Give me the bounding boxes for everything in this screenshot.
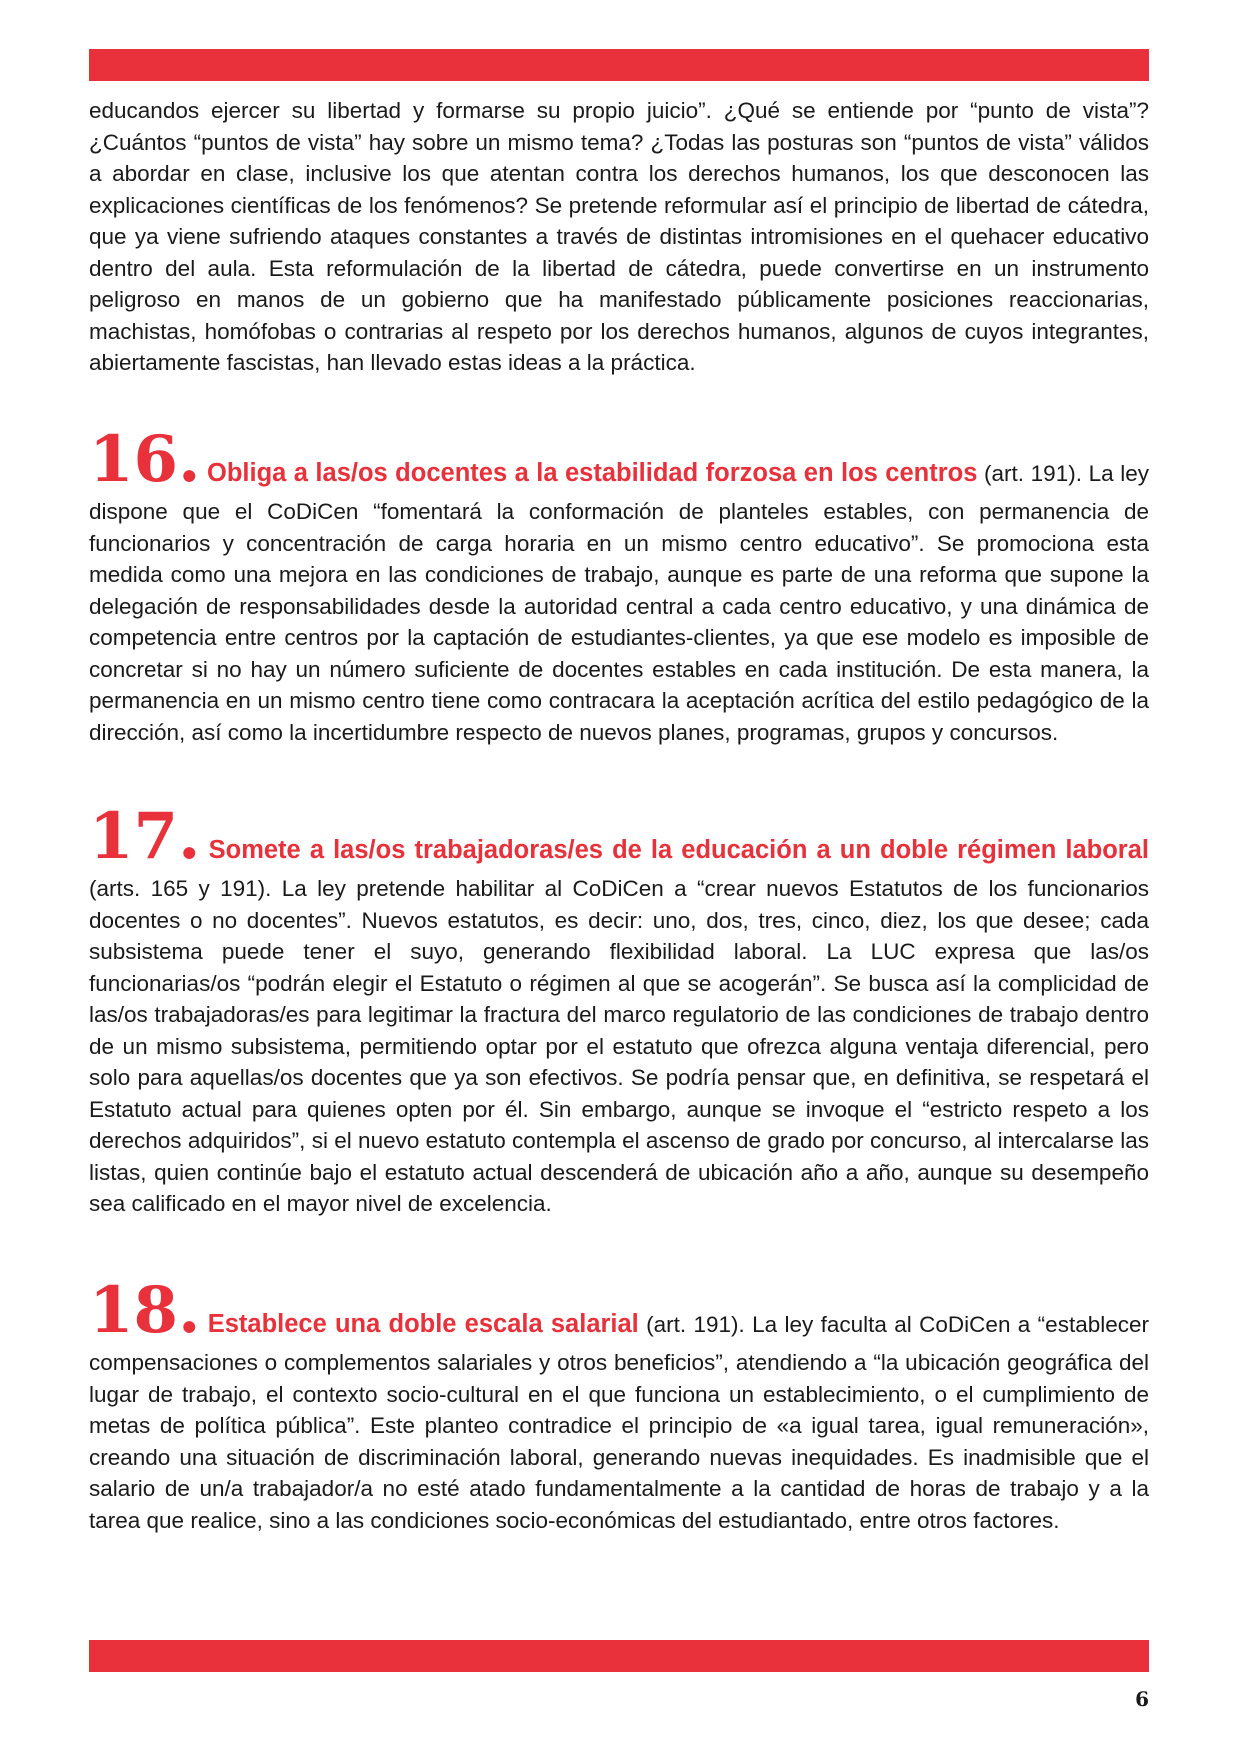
section-18-body: (art. 191). La ley faculta al CoDiCen a “establecer compensaciones o complementos salariales y otros beneficios”, atendiendo a “la ubicación geográfica del lugar de trabajo, el contexto socio-cultural en el que funciona un establecimiento, o el cumplimiento de metas de política pública”. Este planteo contradice el principio de «a igual tarea, igual remuneración», creando una situación de discriminación laboral, generando nuevas inequidades. Es inadmisible que el salario de un/a trabajador/a no esté atado fundamentalmente a la cantidad de horas de trabajo y a la tarea que realice, sino a las condiciones socio-económicas del estudiantado, entre otros factores. <box>89 1312 1149 1533</box>
section-16-body: (art. 191). La ley dispone que el CoDiCen “fomentará la conformación de planteles estables, con permanencia de funcionarios y concentración de carga horaria en un mismo centro educativo”. Se promociona esta medida como una mejora en las condiciones de trabajo, aunque es parte de una reforma que supone la delegación de responsabilidades desde la autoridad central a cada centro educativo, y una dinámica de competencia entre centros por la captación de estudiantes-clientes, ya que ese modelo es imposible de concretar si no hay un número suficiente de docentes estables en cada institución. De esta manera, la permanencia en un mismo centro tiene como contracara la aceptación acrítica del estilo pedagógico de la dirección, así como la incertidumbre respecto de nuevos planes, programas, grupos y concursos. <box>89 461 1149 745</box>
section-18 <box>89 1273 1149 1536</box>
section-16 <box>89 422 1149 748</box>
footer-bar <box>89 1640 1149 1672</box>
section-16-title: Obliga a las/os docentes a la estabilidad forzosa en los centros <box>206 459 978 487</box>
section-16-number: 16. <box>89 422 201 497</box>
section-18-title: Establece una doble escala salarial <box>207 1310 639 1338</box>
page-number: 6 <box>1135 1687 1149 1711</box>
section-17-body: (arts. 165 y 191). La ley pretende habilitar al CoDiCen a “crear nuevos Estatutos de los funcionarios docentes o no docentes”. Nuevos estatutos, es decir: uno, dos, tres, cinco, diez, los que desee; cada subsistema puede tener el suyo, generando flexibilidad laboral. La LUC expresa que las/os funcionarias/os “podrán elegir el Estatuto o régimen al que se acogerán”. Se busca así la complicidad de las/os trabajadoras/es para legitimar la fractura del marco regulatorio de las condiciones de trabajo dentro de un mismo subsistema, permitiendo optar por el estatuto que ofrezca alguna ventaja diferencial, pero solo para aquellas/os docentes que ya son efectivos. Se podría pensar que, en definitiva, se respetará el Estatuto actual para quienes opten por él. Sin embargo, aunque se invoque el “estricto respeto a los derechos adquiridos”, si el nuevo estatuto contempla el ascenso de grado por concurso, al intercalarse las listas, quien continúe bajo el estatuto actual descenderá de ubicación año a año, aunque su desempeño sea calificado en el mayor nivel de excelencia. <box>89 876 1149 1216</box>
section-18-number: 18. <box>89 1273 201 1348</box>
header-bar <box>89 49 1149 81</box>
intro-paragraph: educandos ejercer su libertad y formarse su propio juicio”. ¿Qué se entiende por “punto de vista”? ¿Cuántos “puntos de vista” hay sobre un mismo tema? ¿Todas las posturas son “puntos de vista” válidos a abordar en clase, inclusive los que atentan contra los derechos humanos, los que desconocen las explicaciones científicas de los fenómenos? Se pretende reformular así el principio de libertad de cátedra, que ya viene sufriendo ataques constantes a través de distintas intromisiones en el quehacer educativo dentro del aula. Esta reformulación de la libertad de cátedra, puede convertirse en un instrumento peligroso en manos de un gobierno que ha manifestado públicamente posiciones reaccionarias, machistas, homófobas o contrarias al respeto por los derechos humanos, algunos de cuyos integrantes, abiertamente fascistas, han llevado estas ideas a la práctica. <box>89 98 1149 375</box>
section-17-title: Somete a las/os trabajadoras/es de la educación a un doble régimen laboral <box>208 836 1149 864</box>
section-17 <box>89 799 1149 1220</box>
section-17-number: 17. <box>89 799 201 874</box>
